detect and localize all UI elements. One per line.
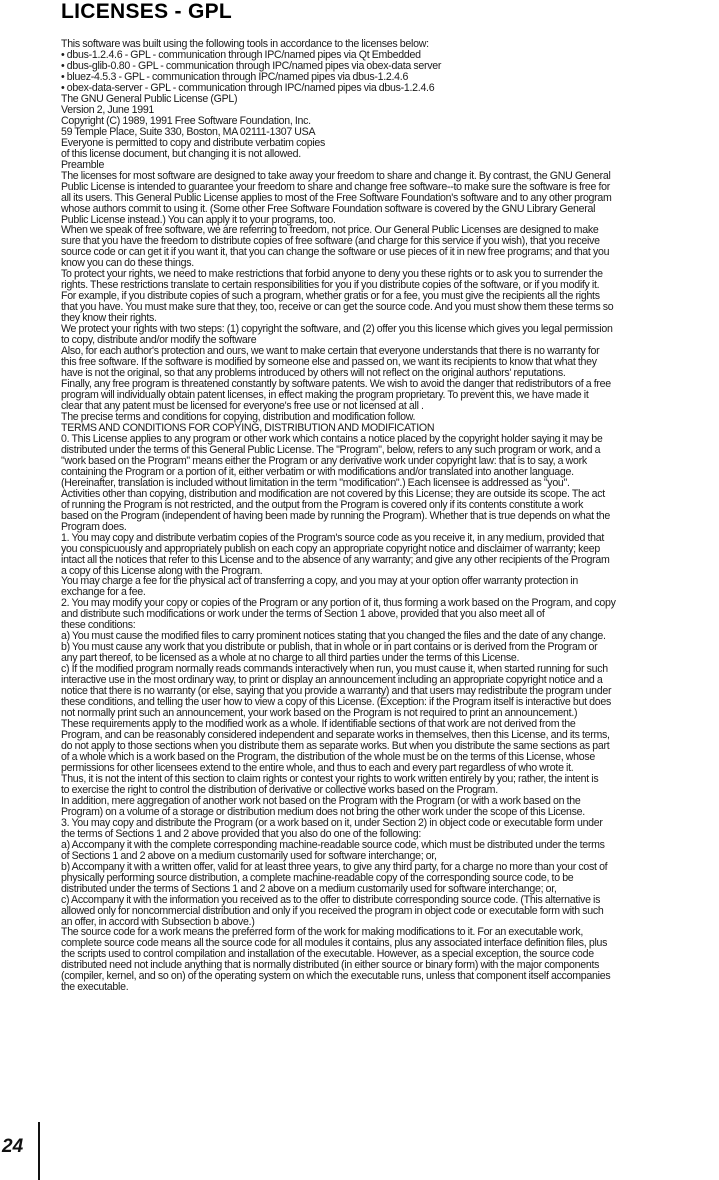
license-text-line: Thus, it is not the intent of this section to claim rights or contest your rights to work written entirely by you; rather, the intent is [61, 772, 599, 785]
license-text-line: sure that you have the freedom to distribute copies of free software (and charge for this service if you wish), that you receive [61, 235, 600, 248]
license-text-line: any part thereof, to be licensed as a whole at no charge to all third parties under the terms of this License. [61, 652, 520, 665]
license-text-line: a copy of this License along with the Program. [61, 564, 263, 577]
license-text-line: TERMS AND CONDITIONS FOR COPYING, DISTRIBUTION AND MODIFICATION [61, 421, 435, 434]
license-text-line: distributed need not include anything that is normally distributed (in either source or binary form) with the major components [61, 959, 600, 972]
license-text-line: these conditions, and telling the user how to view a copy of this License. (Exception: if the Program itself is interactive but does [61, 696, 612, 709]
license-text-line: 2. You may modify your copy or copies of the Program or any portion of it, thus forming a work based on the Program, and copy [61, 597, 616, 610]
license-text-line: the terms of Sections 1 and 2 above provided that you also do one of the following: [61, 827, 422, 840]
license-text-line: of this license document, but changing it is not allowed. [61, 147, 301, 160]
license-text-line: to copy, distribute and/or modify the software [61, 334, 257, 347]
license-text-line: Copyright (C) 1989, 1991 Free Software Foundation, Inc. [61, 114, 311, 127]
license-text-line: We protect your rights with two steps: (1) copyright the software, and (2) offer you this license which gives you legal permission [61, 323, 613, 336]
license-text-line: Also, for each author's protection and ours, we want to make certain that everyone understands that there is no warranty for [61, 345, 600, 358]
license-text-line: • bluez-4.5.3 - GPL - communication through IPC/named pipes via dbus-1.2.4.6 [61, 70, 409, 83]
license-text-line: complete source code means all the source code for all modules it contains, plus any associated interface definition files, plus [61, 937, 608, 950]
license-text-line: intact all the notices that refer to this License and to the absence of any warranty; and give any other recipients of the Program [61, 553, 610, 566]
license-text-line: allowed only for noncommercial distribution and only if you received the program in object code or executable form with such [61, 904, 604, 917]
license-text-line: Preamble [61, 158, 105, 171]
license-text-line: do not apply to those sections when you distribute them as separate works. But when you distribute the same sections as part [61, 740, 610, 752]
license-text-line: c) If the modified program normally reads commands interactively when run, you must cause it, when started running for such [61, 663, 608, 676]
license-text-line: source code or can get it if you want it, that you can change the software or use pieces of it in new free programs; and that you [61, 246, 610, 259]
license-text-line: rights. These restrictions translate to certain responsibilities for you if you distribute copies of the software, or if you modify it. [61, 279, 600, 292]
license-text-line: Activities other than copying, distribution and modification are not covered by this License; they are outside its scope. The act [61, 487, 605, 500]
license-text-line: and distribute such modifications or work under the terms of Section 1 above, provided that you also meet all of [61, 608, 545, 621]
license-text-line: have is not the original, so that any problems introduced by others will not reflect on the original authors' reputations. [61, 367, 566, 380]
license-text-line: program will individually obtain patent licenses, in effect making the program proprietary. To prevent this, we have made it [61, 389, 589, 401]
license-text-line: of a whole which is a work based on the Program, the distribution of the whole must be on the terms of this License, whose [61, 750, 595, 763]
license-text-line: containing the Program or a portion of it, either verbatim or with modifications and/or translated into another language. [61, 465, 574, 478]
license-text-line: Program, and can be reasonably considered independent and separate works in themselves, then this License, and its terms, [61, 729, 610, 742]
license-text-line: an offer, in accord with Subsection b above.) [61, 915, 255, 928]
license-body [61, 39, 717, 993]
license-text-line: physically performing source distribution, a complete machine-readable copy of the corresponding source code, to be [61, 871, 574, 884]
page-number: 24 [2, 1136, 24, 1157]
license-text-line: • dbus-1.2.4.6 - GPL - communication through IPC/named pipes via Qt Embedded [61, 48, 421, 61]
license-text-line: For example, if you distribute copies of such a program, whether gratis or for a fee, you must give the recipients all the rights [61, 290, 600, 303]
license-text-line: c) Accompany it with the information you received as to the offer to distribute corresponding source code. (This alternative is [61, 893, 601, 906]
license-text-line: The licenses for most software are designed to take away your freedom to share and change it. By contrast, the GNU General [61, 169, 611, 182]
license-text-line: based on the Program (independent of having been made by running the Program). Whether that is true depends on what the [61, 509, 611, 522]
license-text-line: notice that there is no warranty (or else, saying that you provide a warranty) and that users may redistribute the program under [61, 685, 612, 698]
license-text-line: • dbus-glib-0.80 - GPL - communication through IPC/named pipes via obex-data server [61, 59, 442, 72]
license-text-line: b) You must cause any work that you distribute or publish, that in whole or in part contains or is derived from the Program or [61, 641, 598, 654]
license-text-line: this free software. If the software is modified by someone else and passed on, we want its recipients to know that what they [61, 356, 597, 369]
license-text-line: of Sections 1 and 2 above on a medium customarily used for software interchange; or, [61, 849, 437, 862]
license-text-line: distributed under the terms of Sections 1 and 2 above on a medium customarily used for software interchange; or, [61, 882, 557, 895]
license-text-line: 3. You may copy and distribute the Program (or a work based on it, under Section 2) in object code or executable form under [61, 816, 603, 829]
license-text-line: • obex-data-server - GPL - communication through IPC/named pipes via dbus-1.2.4.6 [61, 81, 435, 94]
license-text-line: b) Accompany it with a written offer, valid for at least three years, to give any third party, for a charge no more than your cost of [61, 860, 608, 873]
license-text-line: Everyone is permitted to copy and distribute verbatim copies [61, 136, 326, 149]
license-text-line: Finally, any free program is threatened constantly by software patents. We wish to avoid the danger that redistributors of a free [61, 378, 611, 391]
license-text-line: 59 Temple Place, Suite 330, Boston, MA 02111-1307 USA [61, 125, 316, 138]
license-text-line: Program) on a volume of a storage or distribution medium does not bring the other work under the scope of this License. [61, 805, 585, 818]
license-text-line: know you can do these things. [61, 257, 194, 270]
license-text-line: clear that any patent must be licensed for everyone's free use or not licensed at all . [61, 399, 424, 412]
license-text-line: (Hereinafter, translation is included without limitation in the term "modification".) Each licensee is addressed as "you". [61, 476, 570, 489]
license-text-line: You may charge a fee for the physical act of transferring a copy, and you may at your option offer warranty protection in [61, 575, 578, 588]
license-text-line: permissions for other licensees extend to the entire whole, and thus to each and every part regardless of who wrote it. [61, 761, 574, 774]
license-text-line: all its users. This General Public License applies to most of the Free Software Foundation's software and to any other program [61, 191, 612, 204]
license-text-line: In addition, mere aggregation of another work not based on the Program with the Program (or with a work based on the [61, 794, 581, 807]
license-text-line: that you have. You must make sure that they, too, receive or can get the source code. And you must show them these terms so [61, 301, 614, 314]
license-text-line: (compiler, kernel, and so on) of the operating system on which the executable runs, unless that component itself accompanies [61, 970, 611, 983]
license-text-line: they know their rights. [61, 312, 157, 325]
license-text-line: This software was built using the following tools in accordance to the licenses below: [61, 38, 429, 50]
license-text-line: of running the Program is not restricted, and the output from the Program is covered only if its contents constitute a work [61, 498, 584, 511]
license-text-line: Version 2, June 1991 [61, 103, 155, 116]
license-text-line: "work based on the Program" means either the Program or any derivative work under copyright law: that is to say, a work [61, 454, 587, 467]
license-text-line: The GNU General Public License (GPL) [61, 92, 238, 105]
license-text-line: Public License instead.) You can apply it to your programs, too. [61, 213, 336, 226]
license-text-line: these conditions: [61, 619, 136, 632]
license-text-line: interactive use in the most ordinary way, to print or display an announcement including an appropriate copyright notice and a [61, 674, 603, 687]
license-text-line: The precise terms and conditions for copying, distribution and modification follow. [61, 410, 416, 423]
license-text-line: distributed under the terms of this General Public License. The "Program", below, refers to any such program or work, and a [61, 443, 601, 456]
license-text-line: The source code for a work means the preferred form of the work for making modifications to it. For an executable work, [61, 926, 584, 939]
license-text-line: These requirements apply to the modified work as a whole. If identifiable sections of that work are not derived from the [61, 718, 576, 731]
license-text-line: whose authors commit to using it. (Some other Free Software Foundation software is covered by the GNU Library General [61, 202, 596, 215]
license-text-line: When we speak of free software, we are referring to freedom, not price. Our General Public Licenses are designed to make [61, 224, 599, 237]
license-text-line: you conspicuously and appropriately publish on each copy an appropriate copyright notice and disclaimer of warranty; keep [61, 542, 601, 555]
license-text-line: exchange for a fee. [61, 586, 146, 599]
footer-divider [38, 1122, 40, 1180]
license-text-line: a) You must cause the modified files to carry prominent notices stating that you changed the files and the date of any change. [61, 630, 606, 643]
license-text-line: the scripts used to control compilation and installation of the executable. However, as a special exception, the source code [61, 948, 594, 961]
page-title: LICENSES - GPL [61, 0, 233, 23]
license-text-line: To protect your rights, we need to make restrictions that forbid anyone to deny you these rights or to ask you to surrender the [61, 268, 603, 281]
license-text-line: to exercise the right to control the distribution of derivative or collective works based on the Program. [61, 783, 498, 796]
license-text-line: Public License is intended to guarantee your freedom to share and change free software--to make sure the software is free for [61, 180, 611, 193]
license-text-line: not normally print such an announcement, your work based on the Program is not required to print an announcement.) [61, 707, 578, 720]
license-text-line: a) Accompany it with the complete corresponding machine-readable source code, which must be distributed under the terms [61, 838, 605, 851]
license-text-line: 0. This License applies to any program or other work which contains a notice placed by the copyright holder saying it may be [61, 432, 603, 445]
license-text-line: the executable. [61, 981, 129, 994]
license-text-line: Program does. [61, 520, 127, 533]
license-text-line: 1. You may copy and distribute verbatim copies of the Program's source code as you receive it, in any medium, provided that [61, 531, 605, 544]
